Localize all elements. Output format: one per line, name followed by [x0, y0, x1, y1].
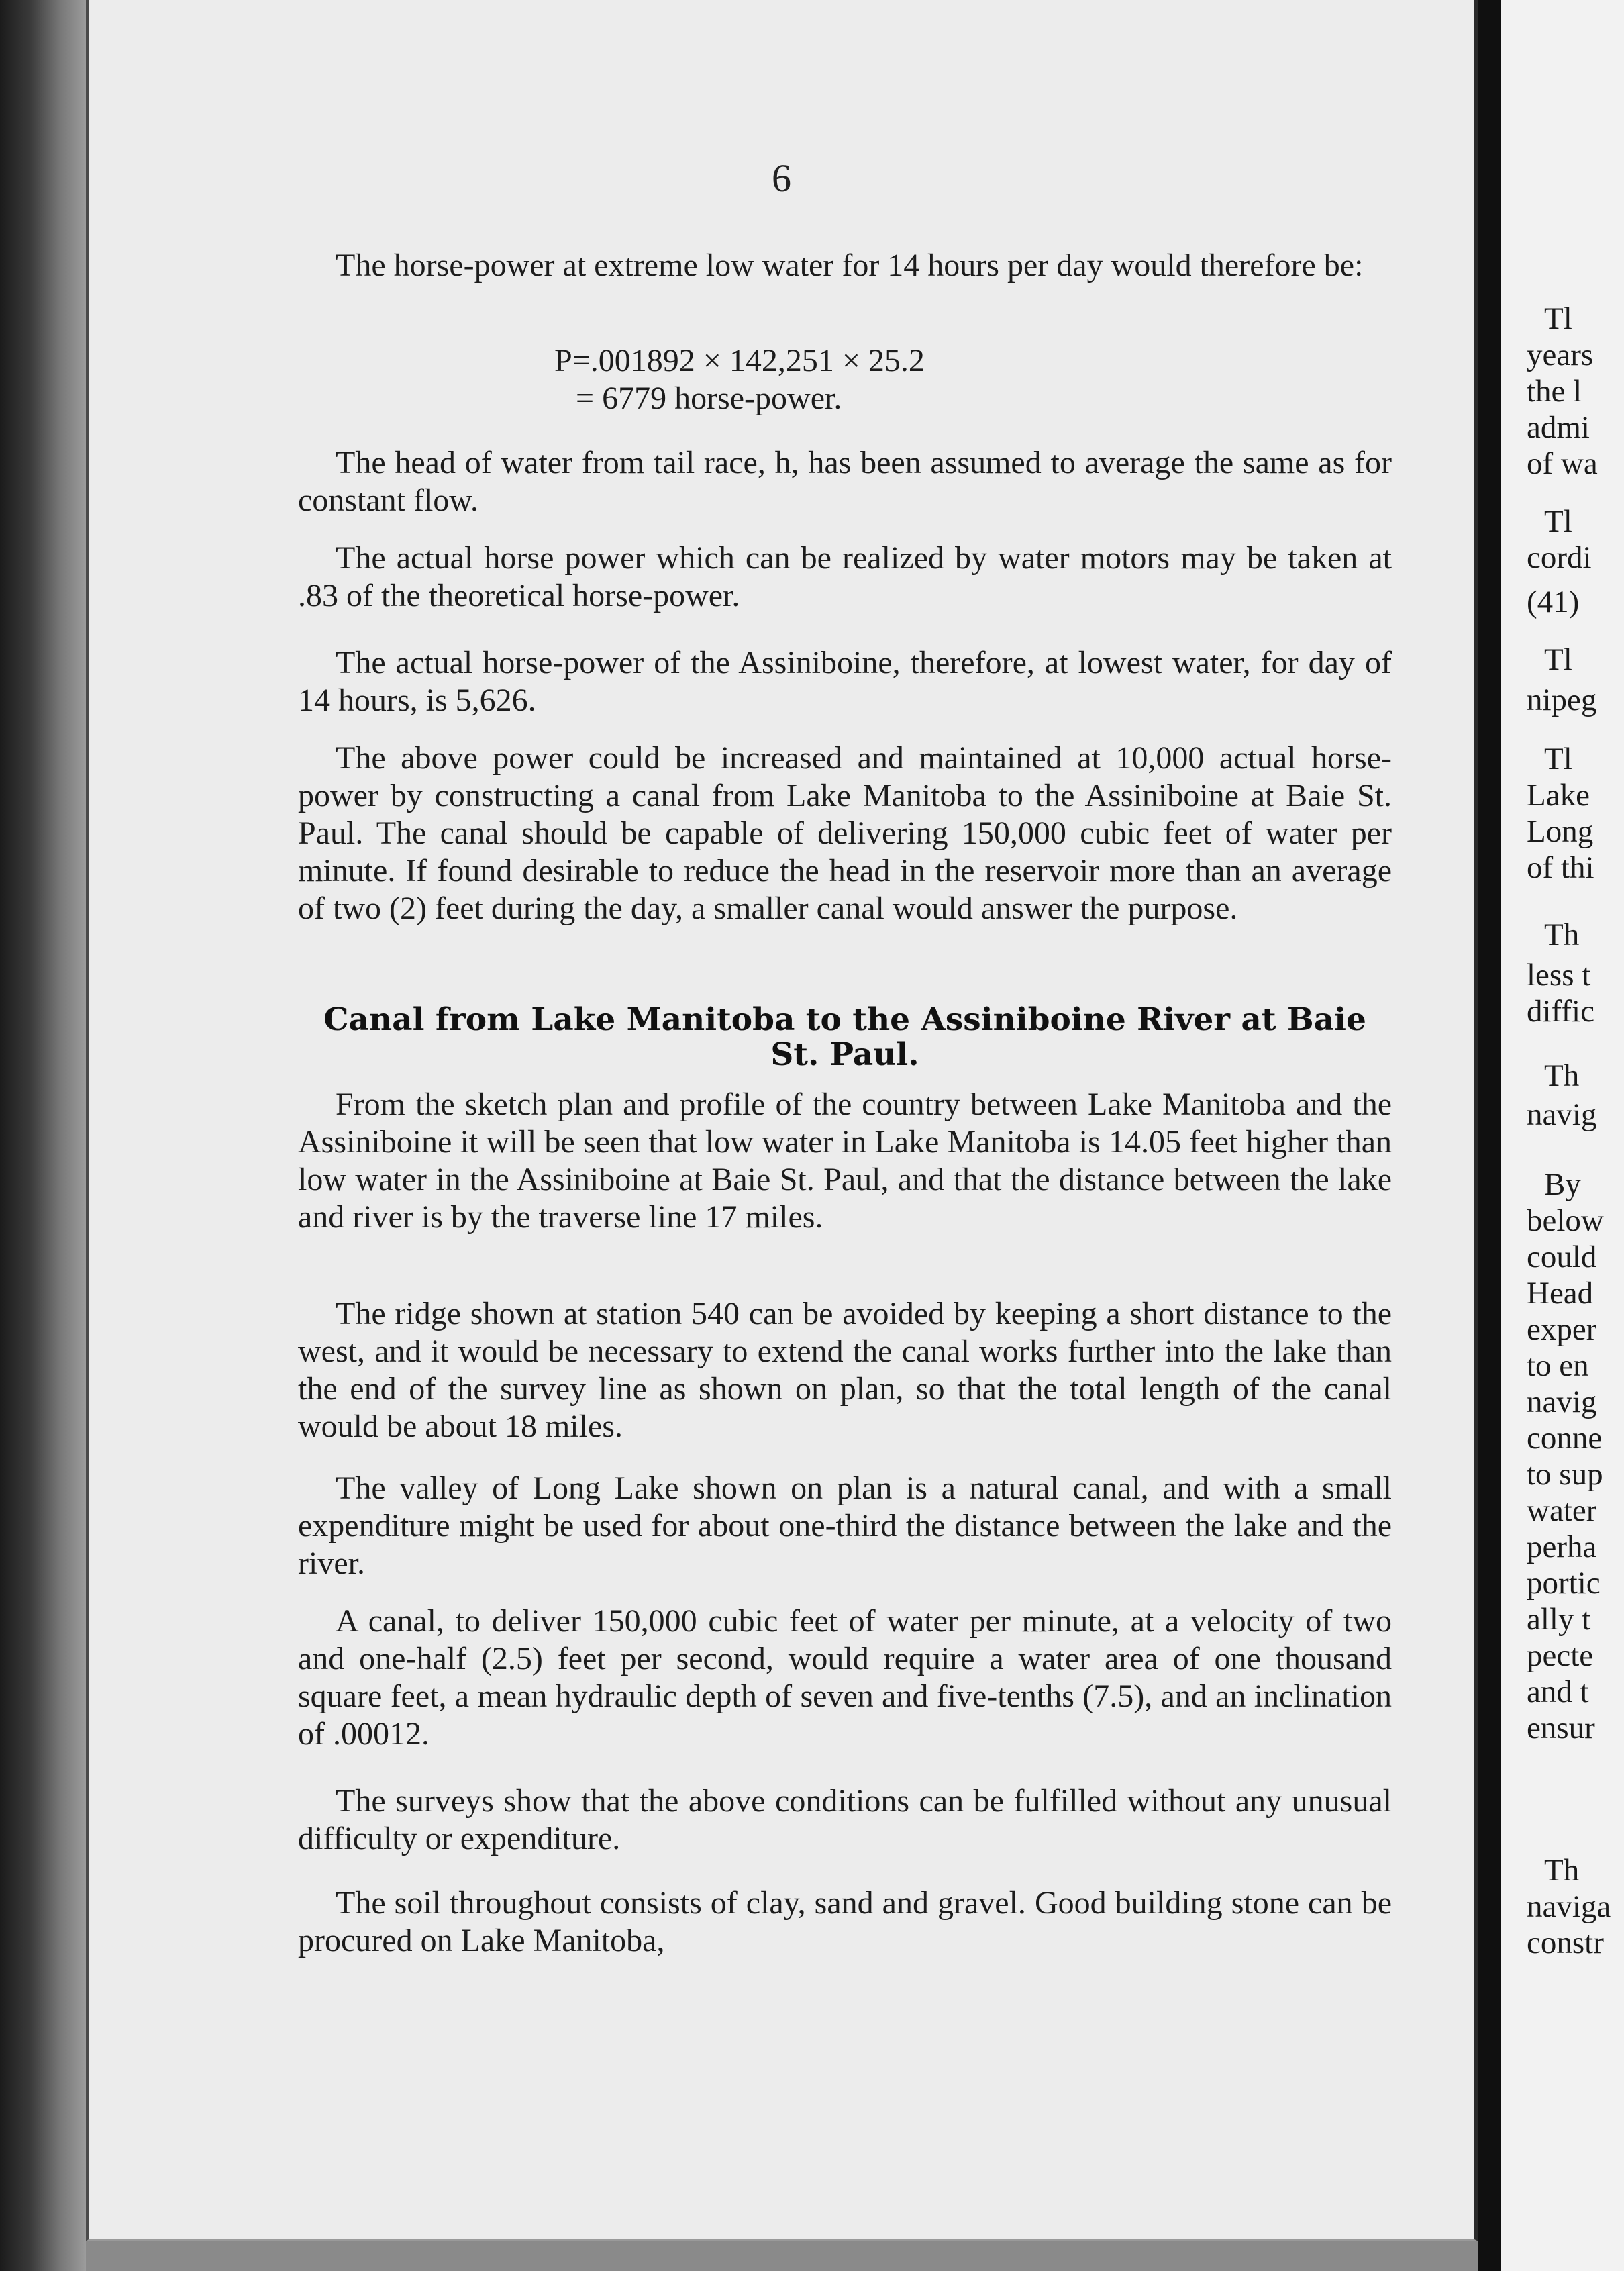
next-page-fragment: less t: [1527, 958, 1591, 993]
next-page-fragment: diffic: [1527, 994, 1594, 1029]
next-page-fragment: Th: [1544, 1058, 1580, 1093]
next-page-fragment: Tl: [1544, 504, 1572, 539]
paragraph-actual-horse-power-ratio: The actual horse power which can be realized by water motors may be taken at .83 of the theoretical horse-power.: [298, 540, 1392, 613]
paragraph-ridge-station: The ridge shown at station 540 can be avoided by keeping a short distance to the west, and it would be necessary to extend the canal works further into the lake than the end of the survey line as shown on plan, so that the total length of the canal would be about 18 miles.: [298, 1296, 1392, 1444]
next-page-fragment: navig: [1527, 1384, 1597, 1419]
next-page-fragment: perha: [1527, 1529, 1597, 1564]
paragraph-head-of-water: The head of water from tail race, h, has been assumed to average the same as for constant flow.: [298, 445, 1392, 518]
next-page-fragment: nipeg: [1527, 683, 1597, 717]
next-page-fragment: and t: [1527, 1674, 1589, 1709]
section-heading: Canal from Lake Manitoba to the Assiniboine River at Baie St. Paul.: [323, 1001, 1366, 1073]
next-page-fragment: of thi: [1527, 850, 1594, 885]
next-page-fragment: constr: [1527, 1925, 1604, 1960]
next-page-fragment: cordi: [1527, 540, 1592, 575]
next-page-fragment: to en: [1527, 1348, 1589, 1383]
next-page-fragment: Head: [1527, 1276, 1594, 1311]
next-page-fragment: Long: [1527, 814, 1594, 849]
next-page-fragment: ensur: [1527, 1711, 1595, 1746]
next-page-fragment: water: [1527, 1493, 1597, 1528]
next-page-fragment: the l: [1527, 374, 1582, 409]
next-page-fragment: of wa: [1527, 446, 1598, 481]
next-page-edge: [1501, 0, 1624, 2271]
next-page-fragment: ally t: [1527, 1602, 1591, 1637]
formula-line-1: P=.001892 × 142,251 × 25.2: [554, 343, 925, 378]
next-page-fragment: years: [1527, 338, 1594, 372]
next-page-fragment: Tl: [1544, 642, 1572, 677]
paragraph-assiniboine-horse-power: The actual horse-power of the Assiniboine, therefore, at lowest water, for day of 14 hours, is 5,626.: [298, 645, 1392, 718]
next-page-fragment: pecte: [1527, 1638, 1594, 1673]
next-page-fragment: could: [1527, 1240, 1597, 1274]
next-page-fragment: to sup: [1527, 1457, 1603, 1492]
next-page-fragment: admi: [1527, 410, 1590, 445]
next-page-fragment: portic: [1527, 1566, 1601, 1601]
next-page-fragment: conne: [1527, 1421, 1603, 1456]
page-shadow: [86, 2241, 1490, 2271]
paragraph-canal-specs: A canal, to deliver 150,000 cubic feet of water per minute, at a velocity of two and one-half (2.5) feet per second, would require a water area of one thousand square feet, a mean hydraulic depth of seven and five-tenths (7.5), and an inclination of .00012.: [298, 1603, 1392, 1752]
next-page-fragment: (41): [1527, 585, 1580, 619]
next-page-fragment: By: [1544, 1167, 1581, 1202]
paragraph-surveys: The surveys show that the above conditions can be fulfilled without any unusual difficulty or expenditure.: [298, 1783, 1392, 1856]
paragraph-long-lake-valley: The valley of Long Lake shown on plan is a natural canal, and with a small expenditure might be used for about one-third the distance between the lake and the river.: [298, 1470, 1392, 1581]
next-page-fragment: below: [1527, 1203, 1604, 1238]
book-binding: [0, 0, 86, 2271]
next-page-fragment: Tl: [1544, 301, 1572, 336]
next-page-fragment: exper: [1527, 1312, 1597, 1347]
page-gutter: [1478, 0, 1501, 2271]
next-page-fragment: Th: [1544, 1853, 1580, 1888]
next-page-fragment: naviga: [1527, 1889, 1611, 1924]
paragraph-horse-power-intro: The horse-power at extreme low water for 14 hours per day would therefore be:: [336, 248, 1364, 283]
page-number: 6: [772, 156, 791, 200]
next-page-fragment: Lake: [1527, 778, 1590, 813]
paragraph-soil: The soil throughout consists of clay, sand and gravel. Good building stone can be procured on Lake Manitoba,: [298, 1885, 1392, 1958]
next-page-fragment: Tl: [1544, 742, 1572, 776]
formula-line-2: = 6779 horse-power.: [576, 381, 842, 416]
paragraph-sketch-plan: From the sketch plan and profile of the country between Lake Manitoba and the Assiniboine it will be seen that low water in Lake Manitoba is 14.05 feet higher than low water in the Assiniboine at Baie St. Paul, and that the distance between the lake and river is by the traverse line 17 miles.: [298, 1087, 1392, 1235]
next-page-fragment: Th: [1544, 917, 1580, 952]
next-page-fragment: navig: [1527, 1097, 1597, 1132]
paragraph-power-increase: The above power could be increased and maintained at 10,000 actual horse-power by constructing a canal from Lake Manitoba to the Assiniboine at Baie St. Paul. The canal should be capable of delivering 150,000 cubic feet of water per minute. If found desirable to reduce the head in the reservoir more than an average of two (2) feet during the day, a smaller canal would answer the purpose.: [298, 740, 1392, 926]
